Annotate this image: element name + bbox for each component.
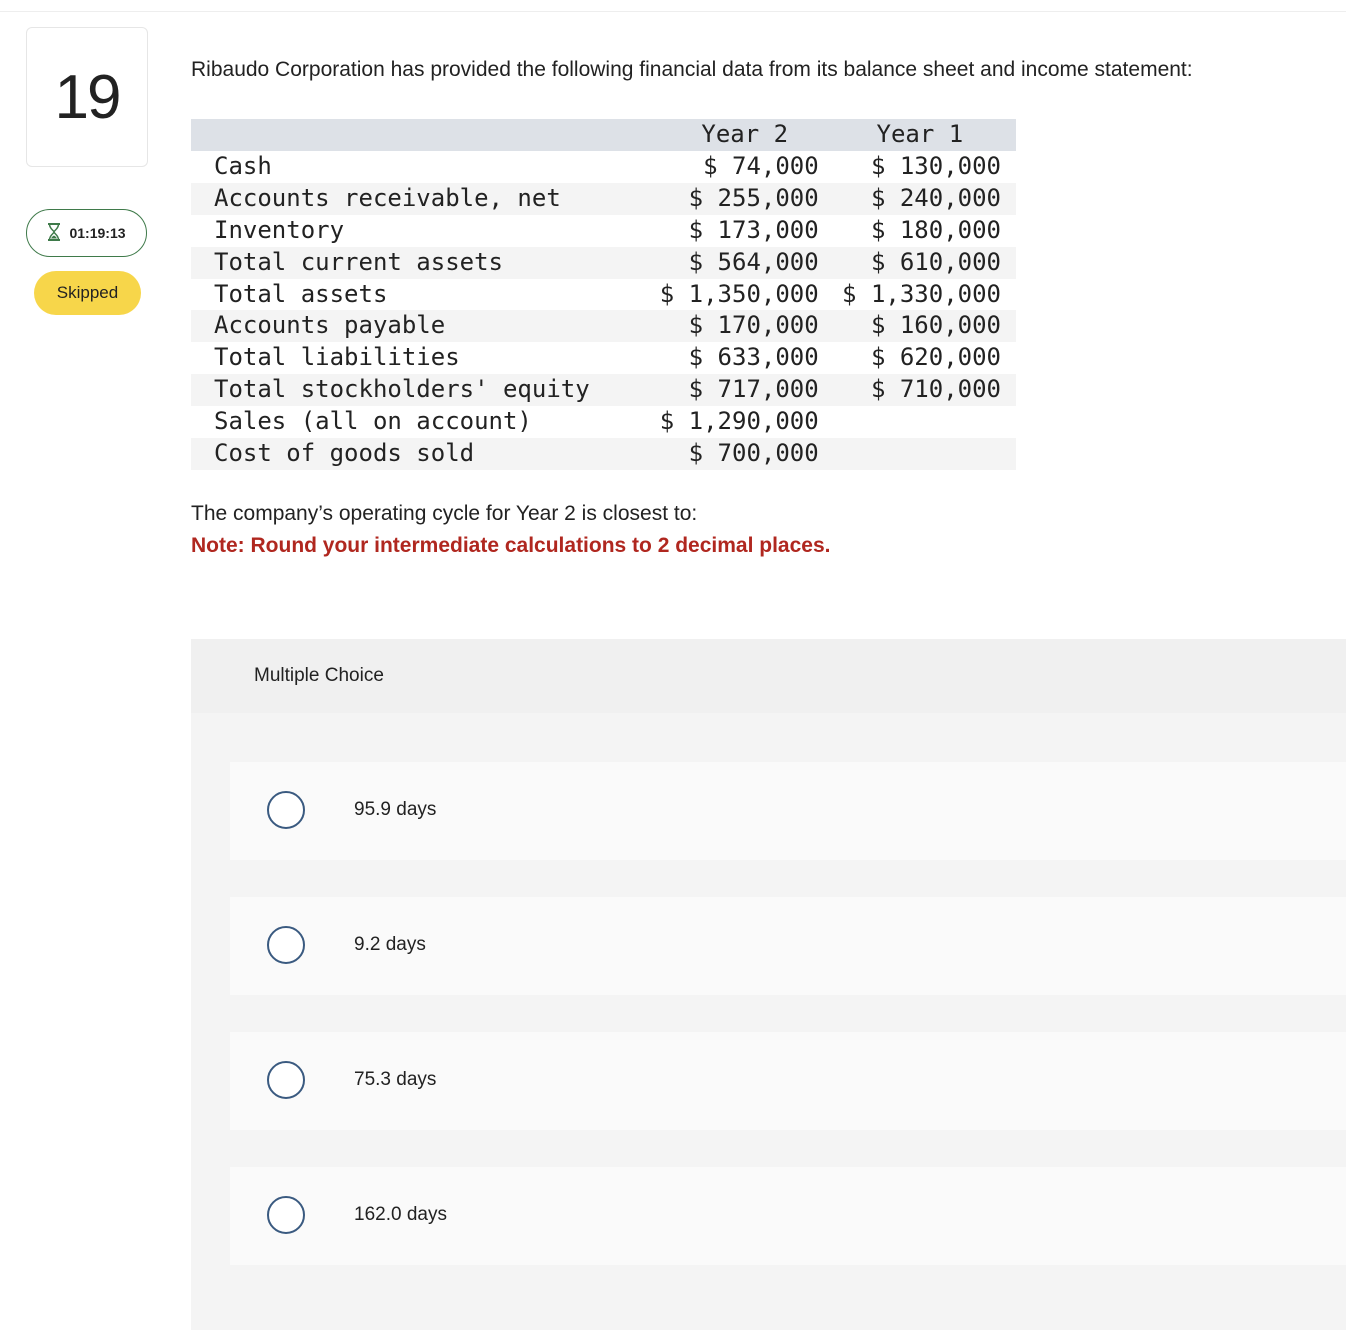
multiple-choice-header <box>191 639 1346 713</box>
year-2-value: $ 255,000 <box>688 183 819 212</box>
top-divider <box>0 11 1346 12</box>
option-label: 162.0 days <box>354 1204 447 1225</box>
year-1-value <box>819 406 1016 438</box>
year-2-value: $ 173,000 <box>688 215 819 244</box>
rounding-note: Note: Round your intermediate calculations to 2 decimal places. <box>191 534 831 557</box>
row-label: Total stockholders' equity <box>214 375 590 404</box>
hourglass-icon <box>47 223 61 244</box>
year-2-value: $ 717,000 <box>688 375 819 404</box>
answer-option[interactable] <box>230 1032 1346 1130</box>
year-2-value: $ 700,000 <box>688 439 819 468</box>
row-label: Cost of goods sold <box>214 439 475 468</box>
year-1-value <box>819 438 1016 470</box>
row-label: Inventory <box>214 215 345 244</box>
answer-option[interactable] <box>230 762 1346 860</box>
table-row <box>191 406 1016 438</box>
multiple-choice-panel <box>191 639 1346 1330</box>
timer-value: 01:19:13 <box>69 225 126 241</box>
row-label: Sales (all on account) <box>214 407 532 436</box>
row-label: Accounts payable <box>214 311 446 340</box>
row-label: Total assets <box>214 279 388 308</box>
year-2-value: $ 74,000 <box>703 151 819 180</box>
radio-button[interactable] <box>267 1196 305 1234</box>
radio-button[interactable] <box>267 1061 305 1099</box>
table-row <box>191 342 1016 374</box>
header-year-2: Year 2 <box>701 120 789 148</box>
table-row <box>191 215 1016 247</box>
year-2-value: $ 564,000 <box>688 247 819 276</box>
skipped-badge: Skipped <box>34 271 141 315</box>
financial-data-table <box>191 119 1016 470</box>
year-1-value: $ 160,000 <box>870 311 1001 340</box>
year-1-value: $ 710,000 <box>870 375 1001 404</box>
table-row <box>191 438 1016 470</box>
table-row <box>191 183 1016 215</box>
table-row <box>191 247 1016 279</box>
table-row <box>191 151 1016 183</box>
table-row <box>191 279 1016 311</box>
answer-option[interactable] <box>230 897 1346 995</box>
row-label: Cash <box>214 151 272 180</box>
table-row <box>191 310 1016 342</box>
row-label: Accounts receivable, net <box>214 183 561 212</box>
table-row <box>191 374 1016 406</box>
year-1-value: $ 1,330,000 <box>842 279 1001 308</box>
option-label: 75.3 days <box>354 1069 437 1090</box>
year-1-value: $ 240,000 <box>870 183 1001 212</box>
question-text: The company’s operating cycle for Year 2 is closest to: <box>191 502 698 525</box>
radio-button[interactable] <box>267 926 305 964</box>
option-label: 9.2 days <box>354 934 426 955</box>
option-label: 95.9 days <box>354 799 437 820</box>
multiple-choice-title: Multiple Choice <box>254 665 384 686</box>
table-header-row <box>191 119 1016 151</box>
timer <box>26 209 147 257</box>
year-1-value: $ 620,000 <box>870 343 1001 372</box>
year-2-value: $ 170,000 <box>688 311 819 340</box>
header-label <box>191 119 611 151</box>
year-2-value: $ 1,350,000 <box>659 279 819 308</box>
radio-button[interactable] <box>267 791 305 829</box>
row-label: Total current assets <box>214 247 503 276</box>
question-prompt: Ribaudo Corporation has provided the following financial data from its balance sheet and income statement: <box>191 58 1193 81</box>
year-2-value: $ 1,290,000 <box>659 407 819 436</box>
year-1-value: $ 610,000 <box>870 247 1001 276</box>
year-1-value: $ 130,000 <box>870 151 1001 180</box>
question-number: 19 <box>26 27 148 167</box>
row-label: Total liabilities <box>214 343 460 372</box>
header-year-1: Year 1 <box>876 120 964 148</box>
year-1-value: $ 180,000 <box>870 215 1001 244</box>
answer-option[interactable] <box>230 1167 1346 1265</box>
year-2-value: $ 633,000 <box>688 343 819 372</box>
